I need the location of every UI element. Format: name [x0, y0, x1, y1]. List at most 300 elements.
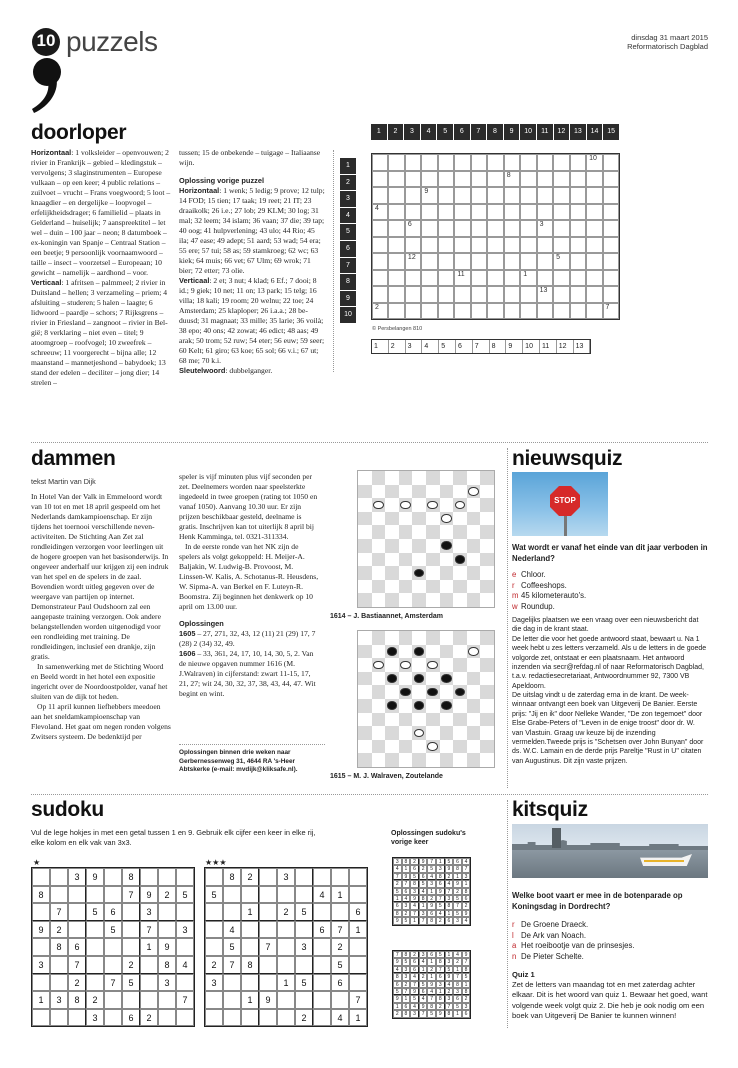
solution-cell: 3 [427, 880, 436, 887]
crossword-cell [586, 286, 602, 303]
solution-cell: 6 [462, 1010, 471, 1017]
board-square [385, 485, 399, 499]
solution-cell: 9 [419, 858, 428, 865]
board-square [453, 740, 467, 754]
solution-cell: 5 [402, 917, 411, 924]
solution-cell: 8 [436, 958, 445, 965]
board-square [426, 525, 440, 539]
solution-cell: 6 [453, 858, 462, 865]
dammen-solutions-title: Oplossingen [179, 619, 224, 629]
board-square [399, 658, 413, 672]
quiz-option [512, 581, 708, 592]
sudoku-cell: 6 [331, 974, 349, 992]
board-square [412, 485, 426, 499]
sudoku-cell: 7 [259, 938, 277, 956]
sudoku-cell [50, 956, 68, 974]
crossword-cell [438, 187, 454, 204]
solution-cell: 6 [419, 988, 428, 995]
solution-cell: 3 [445, 895, 454, 902]
board-square [480, 566, 494, 580]
sudoku-cell [104, 886, 122, 904]
solution-cell: 1 [410, 917, 419, 924]
solution-cell: 1 [436, 858, 445, 865]
crossword-cell [504, 237, 520, 254]
board-square [385, 740, 399, 754]
white-piece [441, 514, 452, 523]
board-square [480, 512, 494, 526]
solution-cell: 8 [427, 1003, 436, 1010]
row-number: 8 [340, 274, 356, 291]
board-square [426, 645, 440, 659]
board-square [440, 740, 454, 754]
black-piece [414, 569, 425, 578]
sudoku-cell [68, 903, 86, 921]
sudoku-cell: 5 [86, 903, 104, 921]
crossword-cell [421, 220, 437, 237]
board-square [426, 485, 440, 499]
board-square [358, 539, 372, 553]
board-square [399, 753, 413, 767]
quiz-option-letter: r [512, 920, 515, 929]
crossword-cell [471, 286, 487, 303]
board-square [358, 726, 372, 740]
solution-cell: 2 [410, 951, 419, 958]
board-square [467, 539, 481, 553]
crossword-cell-number: 1 [523, 270, 528, 278]
sudoku-cell: 3 [158, 974, 176, 992]
sudoku-cell [241, 938, 259, 956]
solution-cell: 1 [427, 888, 436, 895]
sudoku-cell: 8 [32, 886, 50, 904]
solution-cell: 3 [419, 951, 428, 958]
draughts-board-1615 [357, 630, 495, 768]
crossword-cell [520, 286, 536, 303]
board-square [480, 593, 494, 607]
crossword-cell [586, 187, 602, 204]
black-piece [455, 688, 466, 697]
crossword-cell [520, 204, 536, 221]
crossword-cell [405, 220, 421, 237]
crossword-cell [603, 171, 619, 188]
sudoku-cell [104, 938, 122, 956]
board-square [385, 498, 399, 512]
crossword-cell-number: 10 [589, 155, 597, 162]
sudoku-cell: 5 [104, 921, 122, 939]
crossword-cell [388, 187, 404, 204]
answer-cell: 12 [557, 340, 574, 353]
sudoku-cell [277, 956, 295, 974]
crossword-cell [388, 154, 404, 171]
board-square [453, 580, 467, 594]
sudoku-cell [158, 903, 176, 921]
board-square [467, 645, 481, 659]
crossword-cell [405, 253, 421, 270]
board-square [440, 471, 454, 485]
board-square [453, 593, 467, 607]
crossword-cell-number: 9 [424, 188, 429, 195]
board-square [358, 753, 372, 767]
board-square [399, 726, 413, 740]
sudoku-3-difficulty: ★★★ [205, 858, 227, 867]
crossword-cell [421, 270, 437, 287]
quiz-option [512, 952, 708, 963]
board-square [467, 713, 481, 727]
solution-cell: 9 [453, 880, 462, 887]
crossword-cell [553, 253, 569, 270]
answer-cell: 8 [490, 340, 507, 353]
crossword-cell [388, 220, 404, 237]
crossword-cell [421, 253, 437, 270]
board-square [467, 685, 481, 699]
solution-cell: 4 [410, 973, 419, 980]
solution-cell: 2 [393, 880, 402, 887]
crossword-cell [537, 286, 553, 303]
quiz-option [512, 570, 708, 581]
solution-cell: 9 [393, 917, 402, 924]
sudoku-cell: 1 [277, 974, 295, 992]
board-square [426, 740, 440, 754]
sudoku-cell: 7 [50, 903, 68, 921]
kitsquiz-title: kitsquiz [512, 798, 588, 821]
board-square [480, 658, 494, 672]
solution-cell: 5 [445, 966, 454, 973]
column-number: 3 [404, 124, 421, 140]
sudoku-cell [50, 1009, 68, 1027]
board-square [412, 580, 426, 594]
solution-cell: 4 [393, 966, 402, 973]
answer-cell: 5 [439, 340, 456, 353]
board-square [426, 593, 440, 607]
board-square [385, 512, 399, 526]
sudoku-cell: 4 [176, 956, 194, 974]
crossword-cell-number: 12 [407, 254, 416, 261]
board-square [412, 631, 426, 645]
board-square [440, 631, 454, 645]
board-square [385, 672, 399, 686]
sudoku-cell: 3 [295, 938, 313, 956]
board-square [358, 685, 372, 699]
crossword-cell [586, 270, 602, 287]
column-number: 13 [570, 124, 587, 140]
solution-cell: 4 [419, 958, 428, 965]
board-square [385, 685, 399, 699]
solution-cell: 2 [436, 1003, 445, 1010]
answer-cell: 9 [506, 340, 523, 353]
crossword-cell [438, 220, 454, 237]
board-square [453, 525, 467, 539]
quiz-option [512, 931, 708, 942]
solution-cell: 7 [462, 958, 471, 965]
solution-cell: 6 [453, 995, 462, 1002]
solution-horizontal: Horizontaal: 1 wenk; 5 ledig; 9 prove; 12 tulp; 14 FOD; 15 tien; 17 taak; 19 reet; 21 IT; 23 draaikolk; 26 i.e.; 27 lob; 29 KLM; 30 log; 31 mal; 32 leem; 34 islam; 36 vaan; 37 die; 39 tap; 40 oog; 41 hulpverlening; 43 ulo; 44 Rio; 45 ila; 47 ease; 49 adept; 51 aard; 53 wad; 54 era; 55 ere; 57 tui; 58 as; 59 stamkroeg; 62 wc; 63 kiek; 64 muis; 66 vet; 67 Ulm; 69 wrok; 71 bier; 72 etter; 73 olie. [179, 186, 325, 276]
solution-cell: 1 [402, 865, 411, 872]
black-piece [427, 688, 438, 697]
board-square [440, 753, 454, 767]
sudoku-cell [86, 956, 104, 974]
quiz-option-text: 45 kilometerauto's. [521, 591, 587, 601]
column-number: 15 [603, 124, 620, 140]
board-square [467, 672, 481, 686]
solution-cell: 4 [462, 917, 471, 924]
board-square [399, 498, 413, 512]
sudoku-cell [176, 868, 194, 886]
sudoku-cell [349, 886, 367, 904]
sudoku-cell [140, 956, 158, 974]
solution-cell: 7 [410, 981, 419, 988]
nieuwsquiz-question: Wat wordt er vanaf het einde van dit jaar verboden in Nederland? [512, 543, 708, 563]
solution-cell: 1 [445, 951, 454, 958]
board-square [480, 753, 494, 767]
solution-cell: 4 [410, 902, 419, 909]
board-square [412, 525, 426, 539]
crossword-cell [553, 286, 569, 303]
sudoku-cell: 4 [331, 1009, 349, 1027]
solution-cell: 8 [393, 910, 402, 917]
sudoku-cell [277, 938, 295, 956]
sudoku-solution-1 [392, 857, 471, 926]
crossword-cell [603, 154, 619, 171]
row-number: 1 [340, 158, 356, 175]
crossword-cell [405, 154, 421, 171]
dammen-paragraph-5: In de eerste ronde van het NK zijn de spelers als volgt gekoppeld: H. Meijer-A. Baljakin, W. Ludwig-B. Provoost, M. Linssen-W. Kalis, A. Schotanus-R. Heusdens, W. Sipma-A. van Berkel en F. Luteyn-R. Boomstra. Zij beginnen het denkwerk op 10 april om 13.00 uur. [179, 542, 319, 612]
crossword-cell [438, 286, 454, 303]
white-piece [427, 661, 438, 670]
answer-cell: 11 [540, 340, 557, 353]
row-number: 2 [340, 175, 356, 192]
crossword-cell [487, 270, 503, 287]
sudoku-cell [223, 886, 241, 904]
sudoku-cell [32, 868, 50, 886]
board-square [385, 566, 399, 580]
board-square [453, 566, 467, 580]
sudoku-cell: 2 [140, 1009, 158, 1027]
board-square [467, 753, 481, 767]
crossword-cell [421, 187, 437, 204]
black-piece [455, 555, 466, 564]
crossword-cell [586, 253, 602, 270]
sudoku-cell [32, 903, 50, 921]
black-piece [441, 701, 452, 710]
solution-cell: 6 [427, 951, 436, 958]
solution-cell: 2 [393, 1010, 402, 1017]
board-square [453, 685, 467, 699]
board-square [412, 645, 426, 659]
crossword-cell [487, 286, 503, 303]
board-square [372, 645, 386, 659]
crossword-cell [471, 303, 487, 320]
sudoku-cell [259, 903, 277, 921]
sudoku-cell: 3 [32, 956, 50, 974]
quiz-option-text: De Ark van Noach. [521, 930, 587, 940]
row-number: 9 [340, 291, 356, 308]
quiz-option-letter: a [512, 941, 517, 951]
sudoku-cell [349, 868, 367, 886]
sudoku-cell [313, 868, 331, 886]
board-square [426, 498, 440, 512]
sudoku-cell [241, 1009, 259, 1027]
sudoku-cell [68, 886, 86, 904]
crossword-cell [487, 171, 503, 188]
sudoku-cell: 7 [349, 991, 367, 1009]
sudoku-cell: 7 [68, 956, 86, 974]
solution-vertical: Verticaal: 2 et; 3 nut; 4 klad; 6 Ef.; 7 dooi; 8 id.; 9 giek; 10 net; 11 on; 13 park; 15 telg; 16 villa; 18 kali; 19 room; 20 welnu; 22 toe; 24 Amsterdam; 25 klaploper; 26 i.a.a.; 28 beduusd; 31 magnaat; 33 mille; 35 larie; 36 voilà; 38 epo; 40 ons; 42 zowat; 46 edict; 48 aas; 49 arak; 50 trom; 52 ruw; 54 eter; 56 euw; 59 seer; 60 Kelt; 61 giro; 63 koe; 65 sol; 66 v.i.; 67 ut; 68 me; 70 k.i. [179, 276, 325, 366]
sudoku-cell: 7 [122, 886, 140, 904]
solution-cell: 2 [402, 910, 411, 917]
doorloper-clues-col1 [31, 148, 172, 438]
board-square [358, 525, 372, 539]
crossword-answer-row [371, 339, 591, 354]
dammen-paragraph-2: In samenwerking met de Stichting Woord en Beeld wordt in het hotel een expositie ingericht over de Noordoostpolder, vanaf het sluiten van de dijk tot heden. [31, 662, 168, 702]
sudoku-cell: 3 [68, 868, 86, 886]
solution-cell: 8 [410, 880, 419, 887]
solution-cell: 7 [453, 902, 462, 909]
board-square [440, 685, 454, 699]
solution-cell: 9 [393, 958, 402, 965]
solution-cell: 7 [436, 966, 445, 973]
board-square [399, 525, 413, 539]
sudoku-cell [277, 991, 295, 1009]
crossword-grid [371, 153, 620, 320]
crossword-cell [454, 187, 470, 204]
board-square [453, 539, 467, 553]
crossword-cell [388, 286, 404, 303]
crossword-cell [586, 154, 602, 171]
board-square [480, 471, 494, 485]
board-square [358, 713, 372, 727]
board-square [399, 566, 413, 580]
sudoku-cell [86, 974, 104, 992]
sudoku-cell [313, 974, 331, 992]
crossword-cell [520, 171, 536, 188]
sudoku-cell: 1 [349, 1009, 367, 1027]
board-square [372, 539, 386, 553]
sudoku-intro: Vul de lege hokjes in met een getal tussen 1 en 9. Gebruik elk cijfer een keer in elke rij, elke kolom en elk vak van 3x3. [31, 828, 316, 847]
solution-cell: 1 [419, 902, 428, 909]
board-square [412, 699, 426, 713]
white-piece [414, 729, 425, 738]
crossword-cell [372, 253, 388, 270]
board-square [426, 580, 440, 594]
sudoku-cell [32, 938, 50, 956]
quiz-option-letter: r [512, 580, 515, 590]
board-square [467, 699, 481, 713]
header-date: dinsdag 31 maart 2015 [631, 33, 708, 42]
crossword-cell [471, 154, 487, 171]
crossword-cell [553, 204, 569, 221]
kitsquiz-options [512, 920, 708, 962]
board-square [412, 713, 426, 727]
sudoku-1-difficulty: ★ [33, 858, 41, 867]
board-square [440, 512, 454, 526]
board-square [480, 525, 494, 539]
sudoku-cell [259, 886, 277, 904]
crossword-cell [454, 220, 470, 237]
crossword-cell [471, 253, 487, 270]
crossword-cell [405, 237, 421, 254]
white-piece [468, 647, 479, 656]
quiz-option-letter: w [512, 601, 518, 611]
row-number: 10 [340, 307, 356, 324]
page-number: 10 [36, 31, 56, 50]
solution-cell: 3 [436, 981, 445, 988]
sudoku-cell: 1 [241, 991, 259, 1009]
sudoku-cell [295, 868, 313, 886]
solution-cell: 3 [410, 888, 419, 895]
crossword-cell-number: 5 [556, 254, 561, 261]
board-square [358, 512, 372, 526]
dammen-paragraph-4: speler is vijf minuten plus vijf seconden per zet. Deelnemers worden naar speelsterkte ingedeeld in twee groepen (rating tot 1050 en vanaf 1050). Aanvang 10.30 uur. Er zijn prijzen beschikbaar gesteld, deelname is gratis. Inschrijven kan tot uiterlijk 8 april bij Henk Kamminga, tel. 0321-311334. [179, 472, 318, 542]
board-square [440, 553, 454, 567]
crossword-cell [487, 154, 503, 171]
board-square [358, 498, 372, 512]
column-number: 5 [437, 124, 454, 140]
sudoku-cell [158, 921, 176, 939]
board-square [467, 566, 481, 580]
solution-cell: 8 [462, 888, 471, 895]
sudoku-cell [223, 1009, 241, 1027]
sudoku-cell [295, 886, 313, 904]
sudoku-cell [295, 991, 313, 1009]
solution-cell: 4 [427, 988, 436, 995]
sudoku-cell: 5 [223, 938, 241, 956]
board-square [385, 713, 399, 727]
sudoku-cell: 5 [295, 903, 313, 921]
crossword-cell [504, 303, 520, 320]
sudoku-cell [223, 903, 241, 921]
solution-cell: 8 [427, 917, 436, 924]
crossword-cell [520, 237, 536, 254]
solution-cell: 3 [436, 865, 445, 872]
board-square [480, 645, 494, 659]
solution-cell: 8 [436, 873, 445, 880]
solution-cell: 5 [419, 981, 428, 988]
sudoku-cell: 5 [295, 974, 313, 992]
sudoku-cell: 6 [122, 1009, 140, 1027]
board-square [440, 566, 454, 580]
solution-cell: 3 [445, 958, 454, 965]
board-square [467, 740, 481, 754]
sudoku-cell: 2 [50, 921, 68, 939]
board-square [412, 471, 426, 485]
crossword-cell [388, 237, 404, 254]
board-square [412, 593, 426, 607]
answer-cell: 6 [456, 340, 473, 353]
crossword-cell [454, 204, 470, 221]
sudoku-cell: 8 [122, 868, 140, 886]
board-square [385, 631, 399, 645]
solution-cell: 8 [453, 865, 462, 872]
sudoku-cell: 8 [50, 938, 68, 956]
crossword-cell [603, 204, 619, 221]
crossword-cell [471, 270, 487, 287]
sudoku-cell [331, 991, 349, 1009]
black-piece [387, 647, 398, 656]
quiz-option [512, 920, 708, 931]
board-square [453, 699, 467, 713]
crossword-cell [553, 187, 569, 204]
dammen-col2 [179, 472, 320, 736]
solution-cell: 8 [462, 988, 471, 995]
solution-cell: 6 [436, 880, 445, 887]
sudoku-cell [241, 974, 259, 992]
sudoku-cell: 7 [104, 974, 122, 992]
sudoku-cell [205, 921, 223, 939]
solution-cell: 3 [393, 858, 402, 865]
answer-cell: 4 [422, 340, 439, 353]
board-square [412, 498, 426, 512]
solution-cell: 7 [436, 895, 445, 902]
board-square [480, 539, 494, 553]
